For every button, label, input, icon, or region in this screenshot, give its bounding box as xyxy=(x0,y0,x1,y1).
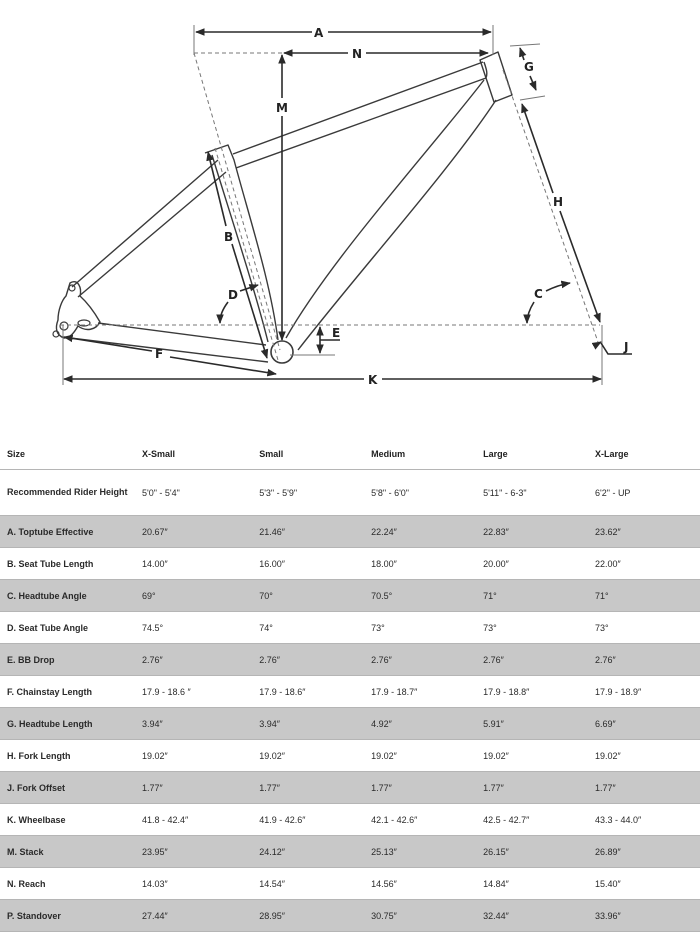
row-label: G. Headtube Length xyxy=(0,708,135,740)
cell-value: 3.94″ xyxy=(252,708,364,740)
cell-value: 14.00″ xyxy=(135,548,252,580)
row-label: E. BB Drop xyxy=(0,644,135,676)
cell-value: 15.40″ xyxy=(588,868,700,900)
cell-value: 70.5° xyxy=(364,580,476,612)
cell-value: 14.54″ xyxy=(252,868,364,900)
cell-value: 30.75″ xyxy=(364,900,476,932)
cell-value: 2.76″ xyxy=(476,644,588,676)
row-label: B. Seat Tube Length xyxy=(0,548,135,580)
cell-value: 42.5 - 42.7″ xyxy=(476,804,588,836)
cell-value: 5'8" - 6'0" xyxy=(364,470,476,516)
cell-value: 23.62″ xyxy=(588,516,700,548)
cell-value: 19.02″ xyxy=(135,740,252,772)
label-k: K xyxy=(368,373,378,387)
cell-value: 25.13″ xyxy=(364,836,476,868)
table-row xyxy=(0,740,700,772)
label-a: A xyxy=(314,26,324,40)
dimension-m xyxy=(276,55,288,340)
row-label: A. Toptube Effective xyxy=(0,516,135,548)
dimension-c xyxy=(527,283,570,323)
label-g: G xyxy=(524,60,534,74)
dimension-b xyxy=(208,152,267,358)
cell-value: 73° xyxy=(476,612,588,644)
cell-value: 26.15″ xyxy=(476,836,588,868)
row-label: P. Standover xyxy=(0,900,135,932)
table-row xyxy=(0,868,700,900)
dimension-d xyxy=(220,285,258,323)
cell-value: 2.76″ xyxy=(252,644,364,676)
table-row xyxy=(0,836,700,868)
cell-value: 1.77″ xyxy=(476,772,588,804)
row-label: N. Reach xyxy=(0,868,135,900)
column-header: X-Small xyxy=(135,438,252,470)
label-m: M xyxy=(276,101,288,115)
cell-value: 5'3" - 5'9" xyxy=(252,470,364,516)
cell-value: 19.02″ xyxy=(476,740,588,772)
cell-value: 2.76″ xyxy=(588,644,700,676)
cell-value: 23.95″ xyxy=(135,836,252,868)
dimension-n xyxy=(284,47,488,61)
dimension-j xyxy=(594,340,632,354)
cell-value: 32.44″ xyxy=(476,900,588,932)
label-n: N xyxy=(352,47,363,61)
reference-lines xyxy=(60,25,602,385)
cell-value: 41.8 - 42.4″ xyxy=(135,804,252,836)
cell-value: 1.77″ xyxy=(588,772,700,804)
cell-value: 74° xyxy=(252,612,364,644)
top-tube xyxy=(233,62,486,168)
seat-stay xyxy=(72,160,226,297)
table-row xyxy=(0,470,700,516)
row-label: Recommended Rider Height xyxy=(0,470,135,516)
table-row xyxy=(0,580,700,612)
cell-value: 71° xyxy=(476,580,588,612)
frame-geometry-diagram xyxy=(0,0,700,400)
table-row xyxy=(0,676,700,708)
cell-value: 24.12″ xyxy=(252,836,364,868)
cell-value: 19.02″ xyxy=(252,740,364,772)
row-label: M. Stack xyxy=(0,836,135,868)
cell-value: 22.83″ xyxy=(476,516,588,548)
cell-value: 70° xyxy=(252,580,364,612)
row-label: F. Chainstay Length xyxy=(0,676,135,708)
cell-value: 16.00″ xyxy=(252,548,364,580)
cell-value: 71° xyxy=(588,580,700,612)
table-row xyxy=(0,644,700,676)
cell-value: 20.67″ xyxy=(135,516,252,548)
cell-value: 5'11" - 6-3" xyxy=(476,470,588,516)
cell-value: 1.77″ xyxy=(135,772,252,804)
label-b: B xyxy=(224,230,234,244)
cell-value: 22.00″ xyxy=(588,548,700,580)
column-header: Size xyxy=(0,438,135,470)
cell-value: 41.9 - 42.6″ xyxy=(252,804,364,836)
cell-value: 1.77″ xyxy=(252,772,364,804)
cell-value: 14.84″ xyxy=(476,868,588,900)
cell-value: 17.9 - 18.7″ xyxy=(364,676,476,708)
dimension-a xyxy=(196,26,491,40)
row-label: H. Fork Length xyxy=(0,740,135,772)
cell-value: 2.76″ xyxy=(364,644,476,676)
label-c: C xyxy=(534,287,543,301)
cell-value: 43.3 - 44.0″ xyxy=(588,804,700,836)
cell-value: 73° xyxy=(364,612,476,644)
cell-value: 14.56″ xyxy=(364,868,476,900)
cell-value: 2.76″ xyxy=(135,644,252,676)
head-tube xyxy=(480,52,512,102)
cell-value: 14.03″ xyxy=(135,868,252,900)
label-j: J xyxy=(624,340,629,354)
cell-value: 42.1 - 42.6″ xyxy=(364,804,476,836)
cell-value: 18.00″ xyxy=(364,548,476,580)
bottom-bracket xyxy=(271,341,293,363)
table-row xyxy=(0,708,700,740)
table-row xyxy=(0,900,700,932)
column-header: Large xyxy=(476,438,588,470)
label-d: D xyxy=(228,288,238,302)
cell-value: 4.92″ xyxy=(364,708,476,740)
cell-value: 3.94″ xyxy=(135,708,252,740)
cell-value: 22.24″ xyxy=(364,516,476,548)
table-row xyxy=(0,548,700,580)
dimension-k xyxy=(64,373,601,387)
cell-value: 6.69″ xyxy=(588,708,700,740)
cell-value: 5'0" - 5'4" xyxy=(135,470,252,516)
cell-value: 5.91″ xyxy=(476,708,588,740)
seat-tube xyxy=(205,145,278,342)
dimension-e xyxy=(320,326,340,353)
table-row xyxy=(0,516,700,548)
cell-value: 1.77″ xyxy=(364,772,476,804)
row-label: K. Wheelbase xyxy=(0,804,135,836)
column-header: Medium xyxy=(364,438,476,470)
table-header-row xyxy=(0,438,700,470)
cell-value: 17.9 - 18.6″ xyxy=(252,676,364,708)
table-row xyxy=(0,772,700,804)
label-e: E xyxy=(332,326,341,340)
cell-value: 69° xyxy=(135,580,252,612)
cell-value: 17.9 - 18.9″ xyxy=(588,676,700,708)
cell-value: 17.9 - 18.8″ xyxy=(476,676,588,708)
dimension-g xyxy=(520,48,536,90)
cell-value: 27.44″ xyxy=(135,900,252,932)
down-tube xyxy=(286,80,496,350)
table-row xyxy=(0,612,700,644)
column-header: X-Large xyxy=(588,438,700,470)
cell-value: 19.02″ xyxy=(588,740,700,772)
column-header: Small xyxy=(252,438,364,470)
row-label: J. Fork Offset xyxy=(0,772,135,804)
table-row xyxy=(0,804,700,836)
cell-value: 74.5° xyxy=(135,612,252,644)
row-label: D. Seat Tube Angle xyxy=(0,612,135,644)
cell-value: 28.95″ xyxy=(252,900,364,932)
cell-value: 33.96″ xyxy=(588,900,700,932)
label-f: F xyxy=(155,347,164,361)
cell-value: 20.00″ xyxy=(476,548,588,580)
cell-value: 73° xyxy=(588,612,700,644)
cell-value: 17.9 - 18.6 ″ xyxy=(135,676,252,708)
label-h: H xyxy=(553,195,564,209)
cell-value: 19.02″ xyxy=(364,740,476,772)
cell-value: 26.89″ xyxy=(588,836,700,868)
cell-value: 21.46″ xyxy=(252,516,364,548)
row-label: C. Headtube Angle xyxy=(0,580,135,612)
cell-value: 6'2" - UP xyxy=(588,470,700,516)
geometry-table xyxy=(0,438,700,932)
